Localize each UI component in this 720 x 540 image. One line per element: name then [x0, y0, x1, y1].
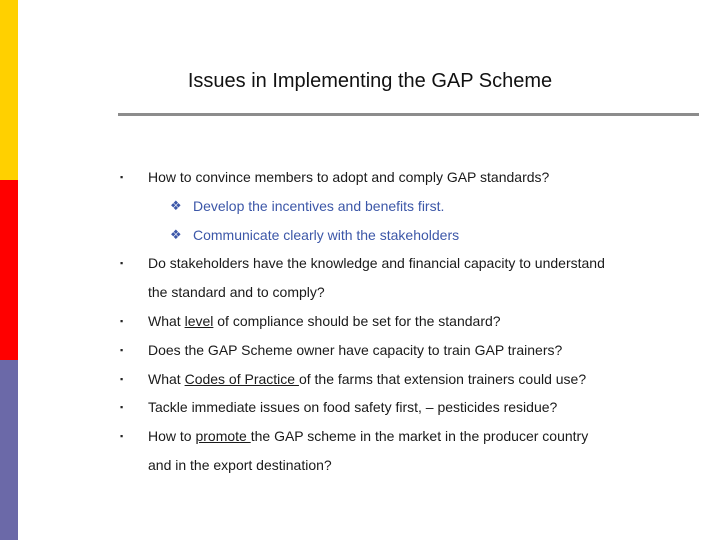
issue-promote-line1: [148, 428, 588, 444]
issue-codes: [148, 371, 586, 387]
issue-promote-line2: and in the export destination?: [148, 457, 332, 473]
square-bullet-icon: ▪: [120, 345, 124, 355]
title-divider: [118, 113, 699, 116]
text-part: Does the GAP Scheme owner have capacity to: [148, 342, 444, 358]
issue-knowledge-line1: Do stakeholders have the knowledge and financial capacity to understand: [148, 255, 605, 271]
slide-title: Issues in Implementing the GAP Scheme: [187, 70, 553, 92]
square-bullet-icon: ▪: [120, 316, 124, 326]
square-bullet-icon: ▪: [120, 431, 124, 441]
underlined-text: promote: [195, 428, 251, 444]
issue-train: [148, 342, 562, 358]
issue-knowledge-line2: the standard and to comply?: [148, 284, 325, 300]
diamond-bullet-icon: ❖: [170, 198, 182, 213]
text-part: What: [148, 313, 185, 329]
square-bullet-icon: ▪: [120, 374, 124, 384]
text-part: How to: [148, 169, 196, 185]
square-bullet-icon: ▪: [120, 258, 124, 268]
text-part: members to adopt and comply GAP standards?: [250, 169, 550, 185]
text-part: the GAP scheme in the market in the producer country: [250, 428, 589, 444]
text-part: of compliance should be set for the standard?: [213, 313, 501, 329]
issue-convince: [148, 169, 549, 185]
square-bullet-icon: ▪: [120, 402, 124, 412]
issue-level: [148, 313, 501, 329]
square-bullet-icon: ▪: [120, 172, 124, 182]
underlined-text: level: [184, 313, 214, 329]
emphasis-text: train: [443, 342, 471, 358]
sub-incentives: Develop the incentives and benefits first.: [193, 198, 445, 214]
purple-band: [0, 360, 18, 540]
text-part: of the farms that extension trainers could use?: [298, 371, 587, 387]
underlined-text: Codes of Practice: [184, 371, 299, 387]
text-part: GAP trainers?: [470, 342, 563, 358]
issue-food-safety: Tackle immediate issues on food safety first, – pesticides residue?: [148, 399, 558, 415]
red-band: [0, 180, 18, 360]
text-part: How to: [148, 428, 196, 444]
sub-communicate: Communicate clearly with the stakeholders: [193, 227, 460, 243]
diamond-bullet-icon: ❖: [170, 227, 182, 242]
emphasis-text: convince: [195, 169, 251, 185]
text-part: What: [148, 371, 185, 387]
